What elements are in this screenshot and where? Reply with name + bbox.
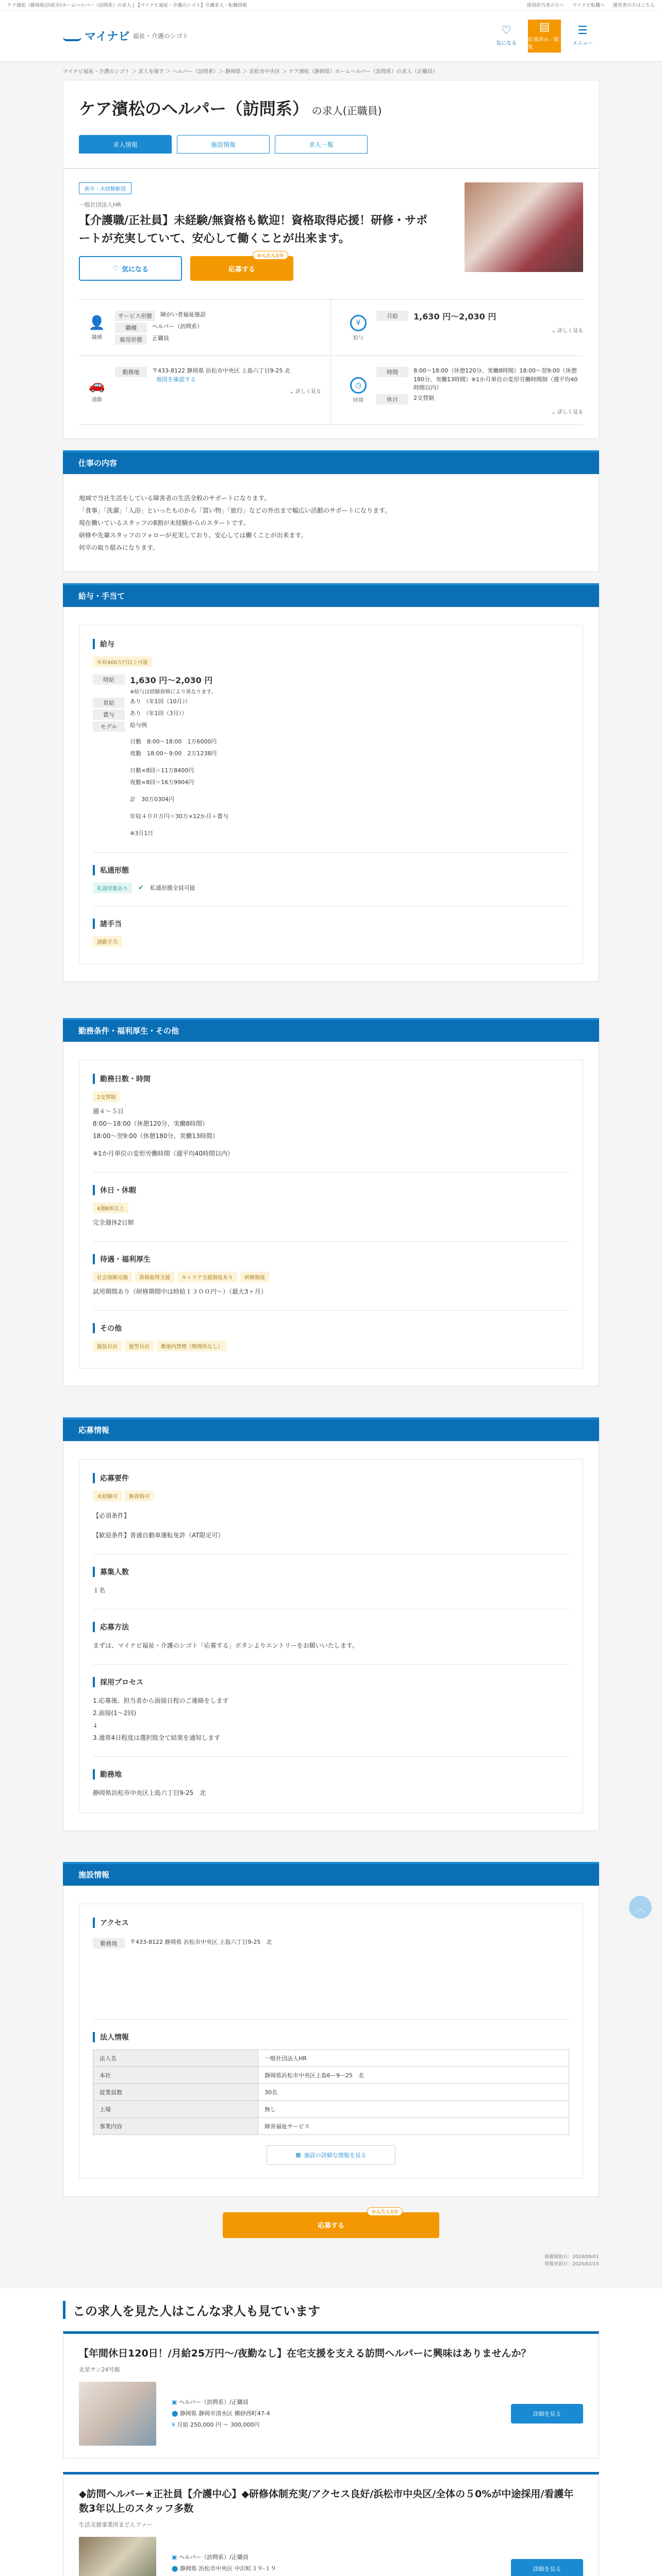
rec-detail-button[interactable]: 詳細を見る [511, 2404, 583, 2424]
arrow-up-icon: ︿ [635, 1902, 646, 1914]
summary-time: ◷ 時間 時間 8:00～18:00（休憩120分、実働8時間）18:00～翌9:00（休憩180分、実働13時間）※1か月単位の変形労働時間制（週平均40時間以内） 休日 2交替制 ⌄ 詳しく見る [331, 356, 583, 425]
summary-access: 🚗 通勤 勤務地 〒433-8122 静岡県 浜松市中央区 上島六丁目9-25 北 地図を確認する ⌄ 詳しく見る [79, 356, 331, 425]
topbar-link-tenshoku[interactable]: マイナビ転職へ [572, 3, 605, 8]
recommendations-title: この求人を見た人はこんな求人も見ています [63, 2301, 599, 2319]
section-header-content: 仕事の内容 [63, 450, 599, 474]
header-applied-button[interactable]: ▤ 応募済み／閲覧 [528, 20, 561, 53]
apply-button[interactable]: かんたん1分 応募する [190, 256, 293, 281]
pin-icon: ⬤ [172, 2410, 180, 2417]
job-summary [79, 299, 583, 425]
briefcase-icon: ▣ [172, 2398, 179, 2405]
header-keep-button[interactable]: ♡ 気になる [496, 24, 517, 46]
keep-button[interactable]: ♡ 気になる [79, 256, 182, 281]
facility-detail-button[interactable]: ▦ 施設の詳細な情報を見る [267, 2145, 395, 2165]
topbar-title: ケア濱松（静岡県(浜松市)ホームヘルパー（訪問系）の求人 | 【マイナビ福祉・介護のシゴト】介護求人・転職情報 [7, 3, 247, 8]
job-photo [465, 182, 583, 272]
yen-icon: ¥ [350, 315, 367, 331]
section-salary: 給与 年収400万円以上可能 時給 1,630 円～2,030 円 ※給与は経験資格により異なります。 昇給 あり （年1回（10月）） 賞与 あり （年1回（3月）） モデル 給与例 日勤 8:00～18:00 1万6000円 夜勤 18:00～9:00 2万1238円 日勤×8回＝11万8400円 夜勤×8回＝16万9904円 計 30万0304円 年収４００万円＝30万×12か月＋賞与 ※3月1日 私通形態 私通形態あり ✔ 私通形態全員可能 諸手当 通勤手当 [63, 607, 599, 982]
rec-detail-button[interactable]: 詳細を見る [511, 2559, 583, 2576]
apply-tag: かんたん1分 [253, 251, 288, 260]
section-work: 勤務日数・時間 2交替制 週４～５日 8:00～18:00（休憩120分、実働8時間） 18:00～翌9:00（休憩180分、実働13時間） ※1か月単位の変形労働時間（週平均40時間以内） 休日・休暇 4週8休以上 完全週休2日制 待遇・福利厚生 社会保険完備 資格取得支援 キャリア支援制度あり 研修制度 試用期間あり（研修期間中は時給１３００円～）（最大3ヶ月） その他 服装自由 髪型自由 敷地内禁煙（喫煙所なし） [63, 1042, 599, 1386]
yen-icon: ¥ [172, 2421, 177, 2428]
summary-job: 👤 職種 サービス形態 障がい者福祉施設 職種 ヘルパー（訪問系） 雇用形態 正職員 [79, 300, 331, 356]
page-title: ケア濱松のヘルパー（訪問系） の求人(正職員) [79, 99, 382, 118]
title-box [63, 80, 599, 168]
rec-photo [79, 2537, 156, 2576]
header-menu-button[interactable]: ☰ メニュー [572, 24, 593, 46]
heart-icon: ♡ [501, 24, 511, 37]
post-dates: 掲載開始日：2024/09/01 情報更新日：2025/02/15 [544, 2254, 599, 2267]
site-logo[interactable]: マイナビ 福祉・介護のシゴト [63, 28, 189, 44]
summary-salary: ¥ 給与 月給 1,630 円～2,030 円 ⌄ 詳しく見る [331, 300, 583, 356]
topbar-link-operator[interactable]: 運営者の方はこちら [613, 3, 655, 8]
section-header-work: 勤務条件・福利厚生・その他 [63, 1018, 599, 1042]
logo-mark-icon [63, 31, 81, 41]
time-more-link[interactable]: ⌄ 詳しく見る [551, 409, 583, 415]
car-icon: 🚗 [88, 378, 106, 394]
rec-card[interactable]: 【年間休日120日！/月給25万円～/夜勤なし】在宅支援を支える訪問ヘルパーに興味はありませんか？ 北星サン24号館 ▣ ヘルパー（訪問系）/正職員 ⬤ 静岡県 静岡市清水区 横砂西町47-4 ¥ 月給 250,000 円 ～ 300,000円 詳細を見る [63, 2331, 599, 2459]
tab-job-list[interactable]: 求人一覧 [275, 135, 368, 154]
topbar-link-recruiter[interactable]: 採用担当者の方へ [527, 3, 565, 8]
person-icon: 👤 [88, 315, 106, 331]
briefcase-icon: ▣ [172, 2553, 179, 2561]
clipboard-icon: ▤ [539, 20, 550, 33]
map-link[interactable]: 地図を確認する [156, 376, 196, 383]
recommendations [0, 2289, 662, 2576]
tabs [79, 135, 368, 154]
rec-card[interactable]: ◆訪問ヘルパー★正社員【介護中心】◆研修体制充実/アクセス良好/浜松市中央区/全体の５0%が中途採用/看護年数3年以上のスタッフ多数 生活支援事業所まどんファー ▣ ヘルパー（訪問系）/正職員 ⬤ 静岡県 浜松市中央区 中沢町３９-１９ 詳細を見る [63, 2472, 599, 2576]
section-facility: アクセス 勤務地 〒433-8122 静岡県 浜松市中央区 上島六丁目9-25 北 法人情報 法人名 一般社団法人HR 本社 静岡県浜松市中央区上島6ー9ー25 北 従業員数 30名 上場 無し 事業内容 障害福祉サービス ▦ 施設の詳細な情報を見る [63, 1886, 599, 2197]
pin-icon: ⬤ [172, 2565, 180, 2572]
salary-more-link[interactable]: ⌄ 詳しく見る [551, 328, 583, 334]
topbar [0, 0, 662, 10]
job-card [63, 168, 599, 439]
back-to-top-button[interactable] [629, 1896, 652, 1919]
clock-icon: ◷ [350, 377, 367, 394]
heart-icon: ♡ [112, 264, 119, 273]
job-badge: 新卒・未経験歓迎 [79, 182, 131, 194]
breadcrumb[interactable]: マイナビ福祉・介護のシゴト ＞ 求人を探す ＞ ヘルパー（訪問系）＞ 静岡県 ＞ 浜松市中央区 ＞ ケア濱松（静岡県）ホームヘルパー（訪問系）の求人（正職員） [0, 62, 662, 80]
company-name: 一般社団法人HR [79, 201, 121, 208]
tab-facility-info[interactable]: 施設情報 [177, 135, 270, 154]
tab-job-info[interactable]: 求人情報 [79, 135, 172, 154]
building-icon: ▦ [295, 2151, 301, 2159]
access-more-link[interactable]: ⌄ 詳しく見る [289, 389, 321, 395]
section-header-salary: 給与・手当て [63, 583, 599, 607]
header [0, 10, 662, 62]
section-header-apply: 応募情報 [63, 1417, 599, 1441]
check-icon: ✔ [138, 884, 144, 892]
job-headline: 【介護職/正社員】未経験/無資格も歓迎！資格取得応援！研修・サポートが充実していて、安心して働くことが出来ます。 [79, 214, 428, 246]
section-content: 地域で当社生活をしている障害者の生活全般のサポートになります。 「食事」「洗濯」「入浴」といったものから「買い物」「旅行」などの外出まで幅広い活動のサポートになります。 現在働いているスタッフの8割が未経験からのスタートです。 研修や先輩スタッフのフォローが充実しており、安心しては働くことが出来ます。 何卒の取り組みになります。 [63, 474, 599, 572]
bottom-apply-button[interactable]: かんたん1分 応募する [223, 2212, 439, 2238]
section-apply: 応募要件 未経験可 無資格可 【必須条件】 【歓迎条件】普通自動車運転免許（AT限定可） 募集人数 １名 応募方法 まずは、マイナビ福祉・介護のシゴト「応募する」ボタンよりエントリーをお願いいたします。 採用プロセス 1.応募後、担当者から面接日程のご連絡をします 2.面接(1～2回) ↓ 3.通常4日程度は選択肢全て結果を通知します 勤務地 静岡県浜松市中央区上島六丁目9-25 北 [63, 1441, 599, 1831]
rec-photo [79, 2382, 156, 2446]
section-header-facility: 施設情報 [63, 1862, 599, 1886]
corp-info-table: 法人名 一般社団法人HR 本社 静岡県浜松市中央区上島6ー9ー25 北 従業員数 30名 上場 無し 事業内容 障害福祉サービス [93, 2049, 569, 2135]
hamburger-icon: ☰ [577, 24, 588, 37]
